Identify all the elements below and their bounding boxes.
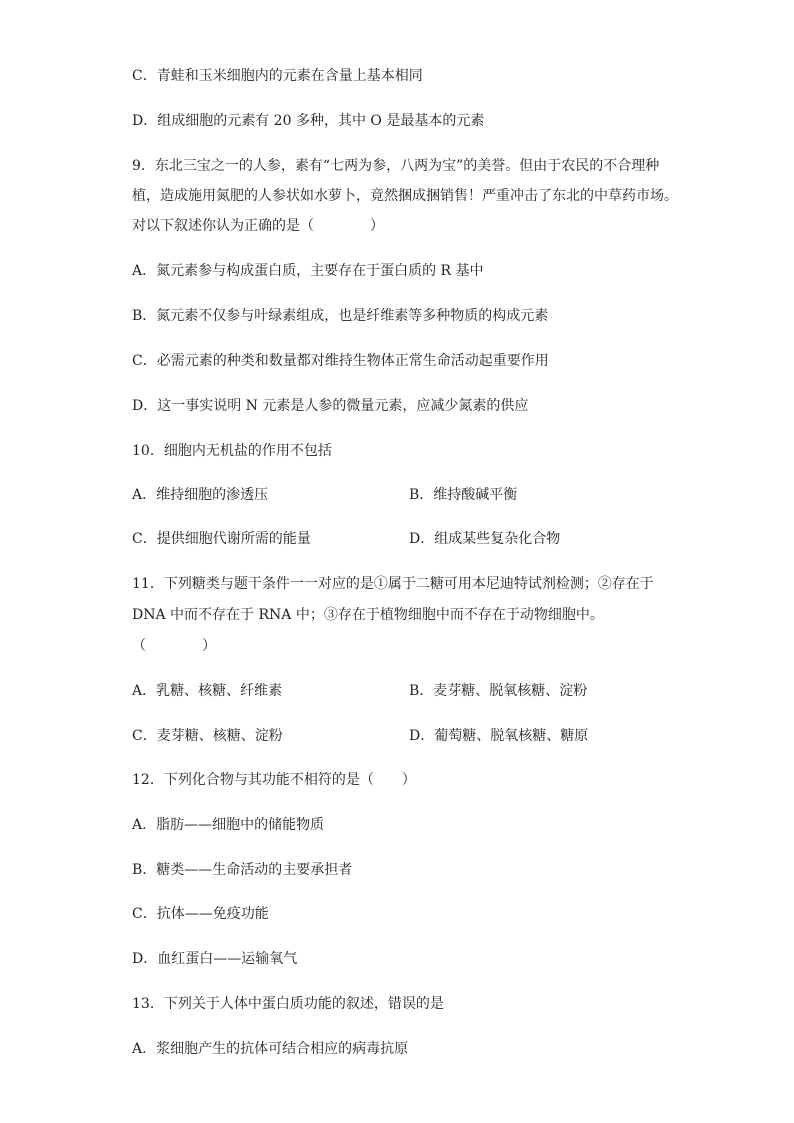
q9-stem-line2: 植，造成施用氮肥的人参状如水萝卜，竟然捆成捆销售！严重冲击了东北的中草药市场。 [132,188,678,204]
q12-stem: 12．下列化合物与其功能不相符的是（ ） [132,772,416,788]
q8-option-d: D．组成细胞的元素有 20 多种，其中 O 是最基本的元素 [132,113,485,129]
q11-option-b: B．麦芽糖、脱氧核糖、淀粉 [409,683,588,699]
q11-stem-line3: （ ） [132,638,216,654]
q11-option-c: C．麦芽糖、核糖、淀粉 [132,728,283,744]
q12-option-d: D．血红蛋白——运输氧气 [132,951,298,967]
q9-option-c: C．必需元素的种类和数量都对维持生物体正常生命活动起重要作用 [132,353,549,369]
q10-option-a: A．维持细胞的渗透压 [132,487,269,503]
q13-option-a: A．浆细胞产生的抗体可结合相应的病毒抗原 [132,1041,409,1057]
q9-option-b: B．氮元素不仅参与叶绿素组成，也是纤维素等多种物质的构成元素 [132,308,549,324]
q12-option-b: B．糖类——生命活动的主要承担者 [132,862,353,878]
q9-option-a: A．氮元素参与构成蛋白质，主要存在于蛋白质的 R 基中 [132,263,484,279]
q11-option-a: A．乳糖、核糖、纤维素 [132,683,283,699]
q12-option-a: A．脂肪——细胞中的储能物质 [132,817,325,833]
q10-option-b: B．维持酸碱平衡 [409,487,518,503]
q12-option-c: C．抗体——免疫功能 [132,906,269,922]
q11-option-d: D．葡萄糖、脱氧核糖、糖原 [409,728,589,744]
q13-stem: 13．下列关于人体中蛋白质功能的叙述，错误的是 [132,996,444,1012]
q11-stem-line2: DNA 中而不存在于 RNA 中；③存在于植物细胞中而不存在于动物细胞中。 [132,607,604,623]
q9-option-d: D．这一事实说明 N 元素是人参的微量元素，应减少氮素的供应 [132,398,529,414]
q9-stem-line1: 9．东北三宝之一的人参，素有“七两为参，八两为宝”的美誉。但由于农民的不合理种 [132,158,660,174]
q8-option-c: C．青蛙和玉米细胞内的元素在含量上基本相同 [132,68,423,84]
q10-stem: 10．细胞内无机盐的作用不包括 [132,443,332,459]
q11-stem-line1: 11．下列糖类与题干条件一一对应的是①属于二糖可用本尼迪特试剂检测；②存在于 [132,576,654,592]
q9-stem-line3: 对以下叙述你认为正确的是（ ） [132,218,384,234]
q10-option-c: C．提供细胞代谢所需的能量 [132,531,311,547]
q10-option-d: D．组成某些复杂化合物 [409,531,561,547]
